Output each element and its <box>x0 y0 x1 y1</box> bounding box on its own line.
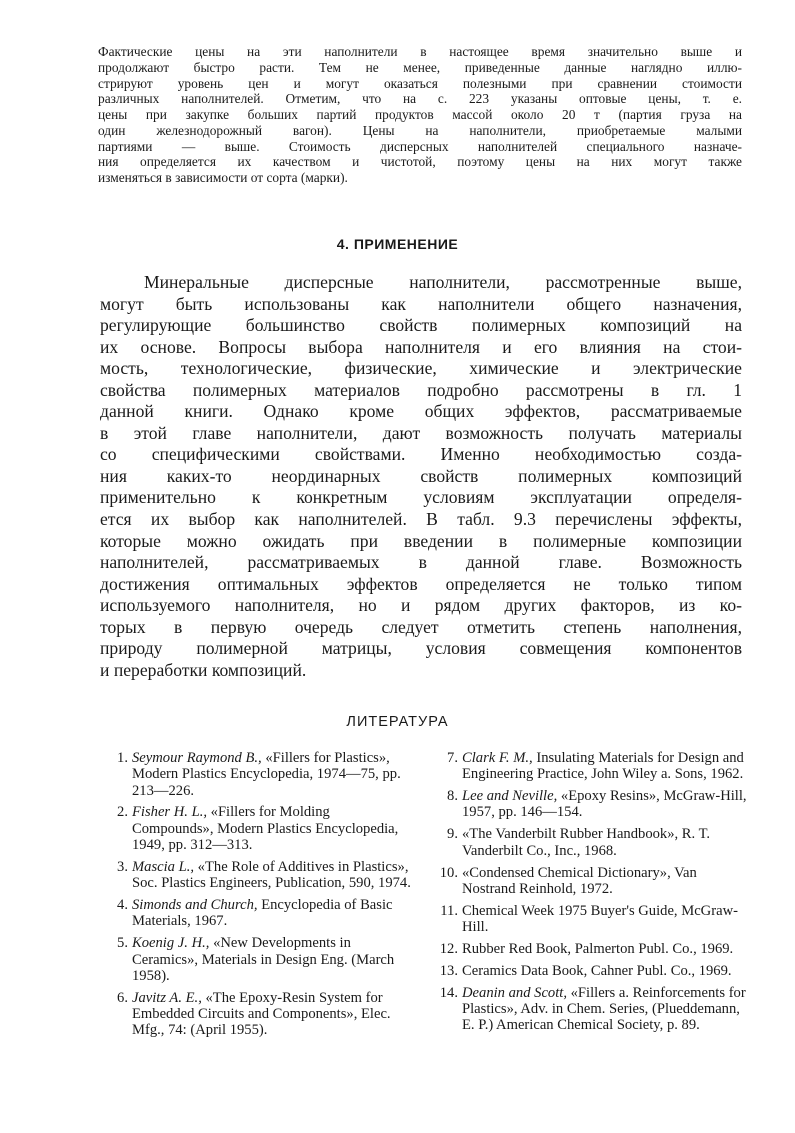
reference-title: «Fillers for Molding Compounds», Modern Plastics Encyclopedia, 1949, pp. 312—313. <box>132 804 399 854</box>
reference-title: «New Developments in Ceramics», Materials in Design Eng. (March 1958). <box>132 935 395 984</box>
literature-heading: ЛИТЕРАТУРА <box>346 714 449 730</box>
reference-item <box>106 897 412 930</box>
reference-title: «The Role of Additives in Plastics», Soc. Plastics Engineers, Publication, 590, 1974. <box>132 858 411 892</box>
reference-text <box>132 859 412 892</box>
reference-author: Javitz A. E., <box>132 989 202 1006</box>
reference-title: Chemical Week 1975 Buyer's Guide, McGraw-Hill. <box>462 902 738 936</box>
reference-item <box>106 804 412 853</box>
reference-title: «The Epoxy-Resin System for Embedded Circuits and Components», Elec. Mfg., 74: (April 1955). <box>132 989 391 1039</box>
reference-text <box>462 985 748 1034</box>
text-line: ния каких-то неординарных свойств полимерных композиций <box>100 465 742 486</box>
intro-paragraph <box>98 44 742 186</box>
text-line: достижения оптимальных эффектов определяется не только типом <box>100 573 742 594</box>
text-line: свойства полимерных материалов подробно рассмотрены в гл. 1 <box>100 379 742 400</box>
reference-item <box>436 903 748 936</box>
reference-item <box>436 941 748 957</box>
reference-number: 8. <box>447 788 458 805</box>
text-line: со специфическими свойствами. Именно необходимостью созда- <box>100 444 742 465</box>
reference-item <box>436 963 748 979</box>
reference-number: 10. <box>439 864 458 881</box>
reference-title: Encyclopedia of Basic Materials, 1967. <box>132 897 393 930</box>
intro-line: ния определяется их качеством и чистотой, поэтому цены на них могут также <box>98 154 742 170</box>
reference-title: «Fillers a. Reinforcements for Plastics», Adv. in Chem. Series, (Plueddemann, E. P.) American Chemical Society, p. 89. <box>462 984 746 1034</box>
reference-title: «Condensed Chemical Dictionary», Van Nostrand Reinhold, 1972. <box>462 864 697 897</box>
reference-item <box>436 865 748 898</box>
reference-number: 1. <box>117 750 128 766</box>
reference-title: Rubber Red Book, Palmerton Publ. Co., 1969. <box>462 940 734 957</box>
reference-number: 7. <box>447 750 458 766</box>
text-line: торых в первую очередь следует отметить степень наполнения, <box>100 616 742 637</box>
text-line: и переработки композиций. <box>100 659 307 680</box>
reference-text <box>132 897 412 930</box>
text-line: Минеральные дисперсные наполнители, рассмотренные выше, <box>144 272 742 292</box>
intro-line: различных наполнителей. Отметим, что на с. 223 указаны оптовые цены, т. е. <box>98 91 742 107</box>
main-paragraph <box>100 272 742 681</box>
section-heading: 4. ПРИМЕНЕНИЕ <box>336 236 459 252</box>
reference-title: «Epoxy Resins», McGraw-Hill, 1957, pp. 146—154. <box>462 788 747 821</box>
text-line: могут быть использованы как наполнители общего назначения, <box>100 293 742 314</box>
reference-author: Deanin and Scott, <box>462 984 567 1001</box>
reference-number: 11. <box>440 902 458 919</box>
reference-text <box>132 990 412 1039</box>
text-line: в этой главе наполнители, дают возможность получать материалы <box>100 422 742 443</box>
reference-number: 13. <box>439 962 458 979</box>
reference-title: Insulating Materials for Design and Engineering Practice, John Wiley a. Sons, 1962. <box>462 750 744 783</box>
reference-text <box>132 804 412 853</box>
intro-line: один железнодорожный вагон). Цены на наполнители, приобретаемые малыми <box>98 122 742 138</box>
reference-number: 4. <box>117 897 128 914</box>
reference-item <box>436 826 748 859</box>
text-line: регулирующие большинство свойств полимерных композиций на <box>100 315 742 336</box>
reference-number: 3. <box>117 858 128 875</box>
reference-text <box>462 941 748 957</box>
reference-author: Simonds and Church, <box>132 897 258 914</box>
references-right-column <box>436 750 748 1039</box>
text-line: данной книги. Однако кроме общих эффектов, рассматриваемые <box>100 401 742 422</box>
reference-item <box>106 990 412 1039</box>
reference-title: «Fillers for Plastics», Modern Plastics Encyclopedia, 1974—75, pp. 213—226. <box>132 750 401 799</box>
text-line: их основе. Вопросы выбора наполнителя и его влияния на стои- <box>100 336 742 357</box>
reference-text <box>462 750 748 783</box>
text-line: наполнителей, рассматриваемых в данной главе. Возможность <box>100 552 742 573</box>
reference-item <box>436 985 748 1034</box>
text-line: природу полимерной матрицы, условия совмещения компонентов <box>100 638 742 659</box>
reference-author: Lee and Neville, <box>462 788 558 805</box>
reference-author: Fisher H. L., <box>132 804 207 821</box>
text-line: применительно к конкретным условиям эксплуатации определя- <box>100 487 742 508</box>
text-line: которые можно ожидать при введении в полимерные композиции <box>100 530 742 551</box>
text-line: мость, технологические, физические, химические и электрические <box>100 358 742 379</box>
reference-number: 9. <box>447 826 458 843</box>
text-line: используемого наполнителя, но и рядом других факторов, из ко- <box>100 595 742 616</box>
reference-number: 5. <box>117 935 128 952</box>
reference-item <box>106 859 412 892</box>
reference-author: Koenig J. H., <box>132 935 210 952</box>
intro-line: Фактические цены на эти наполнители в настоящее время значительно выше и <box>98 44 742 59</box>
references-left-column <box>106 750 412 1044</box>
reference-text <box>462 826 748 859</box>
reference-text <box>462 865 748 898</box>
intro-line: изменяться в зависимости от сорта (марки). <box>98 170 348 185</box>
reference-author: Clark F. M., <box>462 750 533 766</box>
reference-text <box>132 750 412 799</box>
reference-number: 6. <box>117 989 128 1006</box>
reference-text <box>462 903 748 936</box>
reference-number: 14. <box>439 984 458 1001</box>
intro-line: продолжают быстро расти. Тем не менее, приведенные данные наглядно иллю- <box>98 59 742 75</box>
intro-line: партиями — выше. Стоимость дисперсных наполнителей специального назначе- <box>98 138 742 154</box>
reference-number: 12. <box>439 940 458 957</box>
reference-text <box>462 788 748 821</box>
reference-text <box>462 963 748 979</box>
intro-line: цены при закупке больших партий продуктов массой около 20 т (партия груза на <box>98 107 742 122</box>
reference-title: Ceramics Data Book, Cahner Publ. Co., 1969. <box>462 962 732 979</box>
reference-author: Seymour Raymond B., <box>132 750 262 766</box>
intro-line: стрируют уровень цен и могут оказаться полезными при сравнении стоимости <box>98 75 742 91</box>
reference-item <box>106 935 412 984</box>
reference-title: «The Vanderbilt Rubber Handbook», R. T. Vanderbilt Co., Inc., 1968. <box>462 826 711 859</box>
reference-text <box>132 935 412 984</box>
reference-item <box>436 750 748 783</box>
text-line: ется их выбор как наполнителей. В табл. 9.3 перечислены эффекты, <box>100 509 742 530</box>
reference-author: Mascia L., <box>132 858 195 875</box>
reference-number: 2. <box>117 804 128 821</box>
reference-item <box>436 788 748 821</box>
reference-item <box>106 750 412 799</box>
